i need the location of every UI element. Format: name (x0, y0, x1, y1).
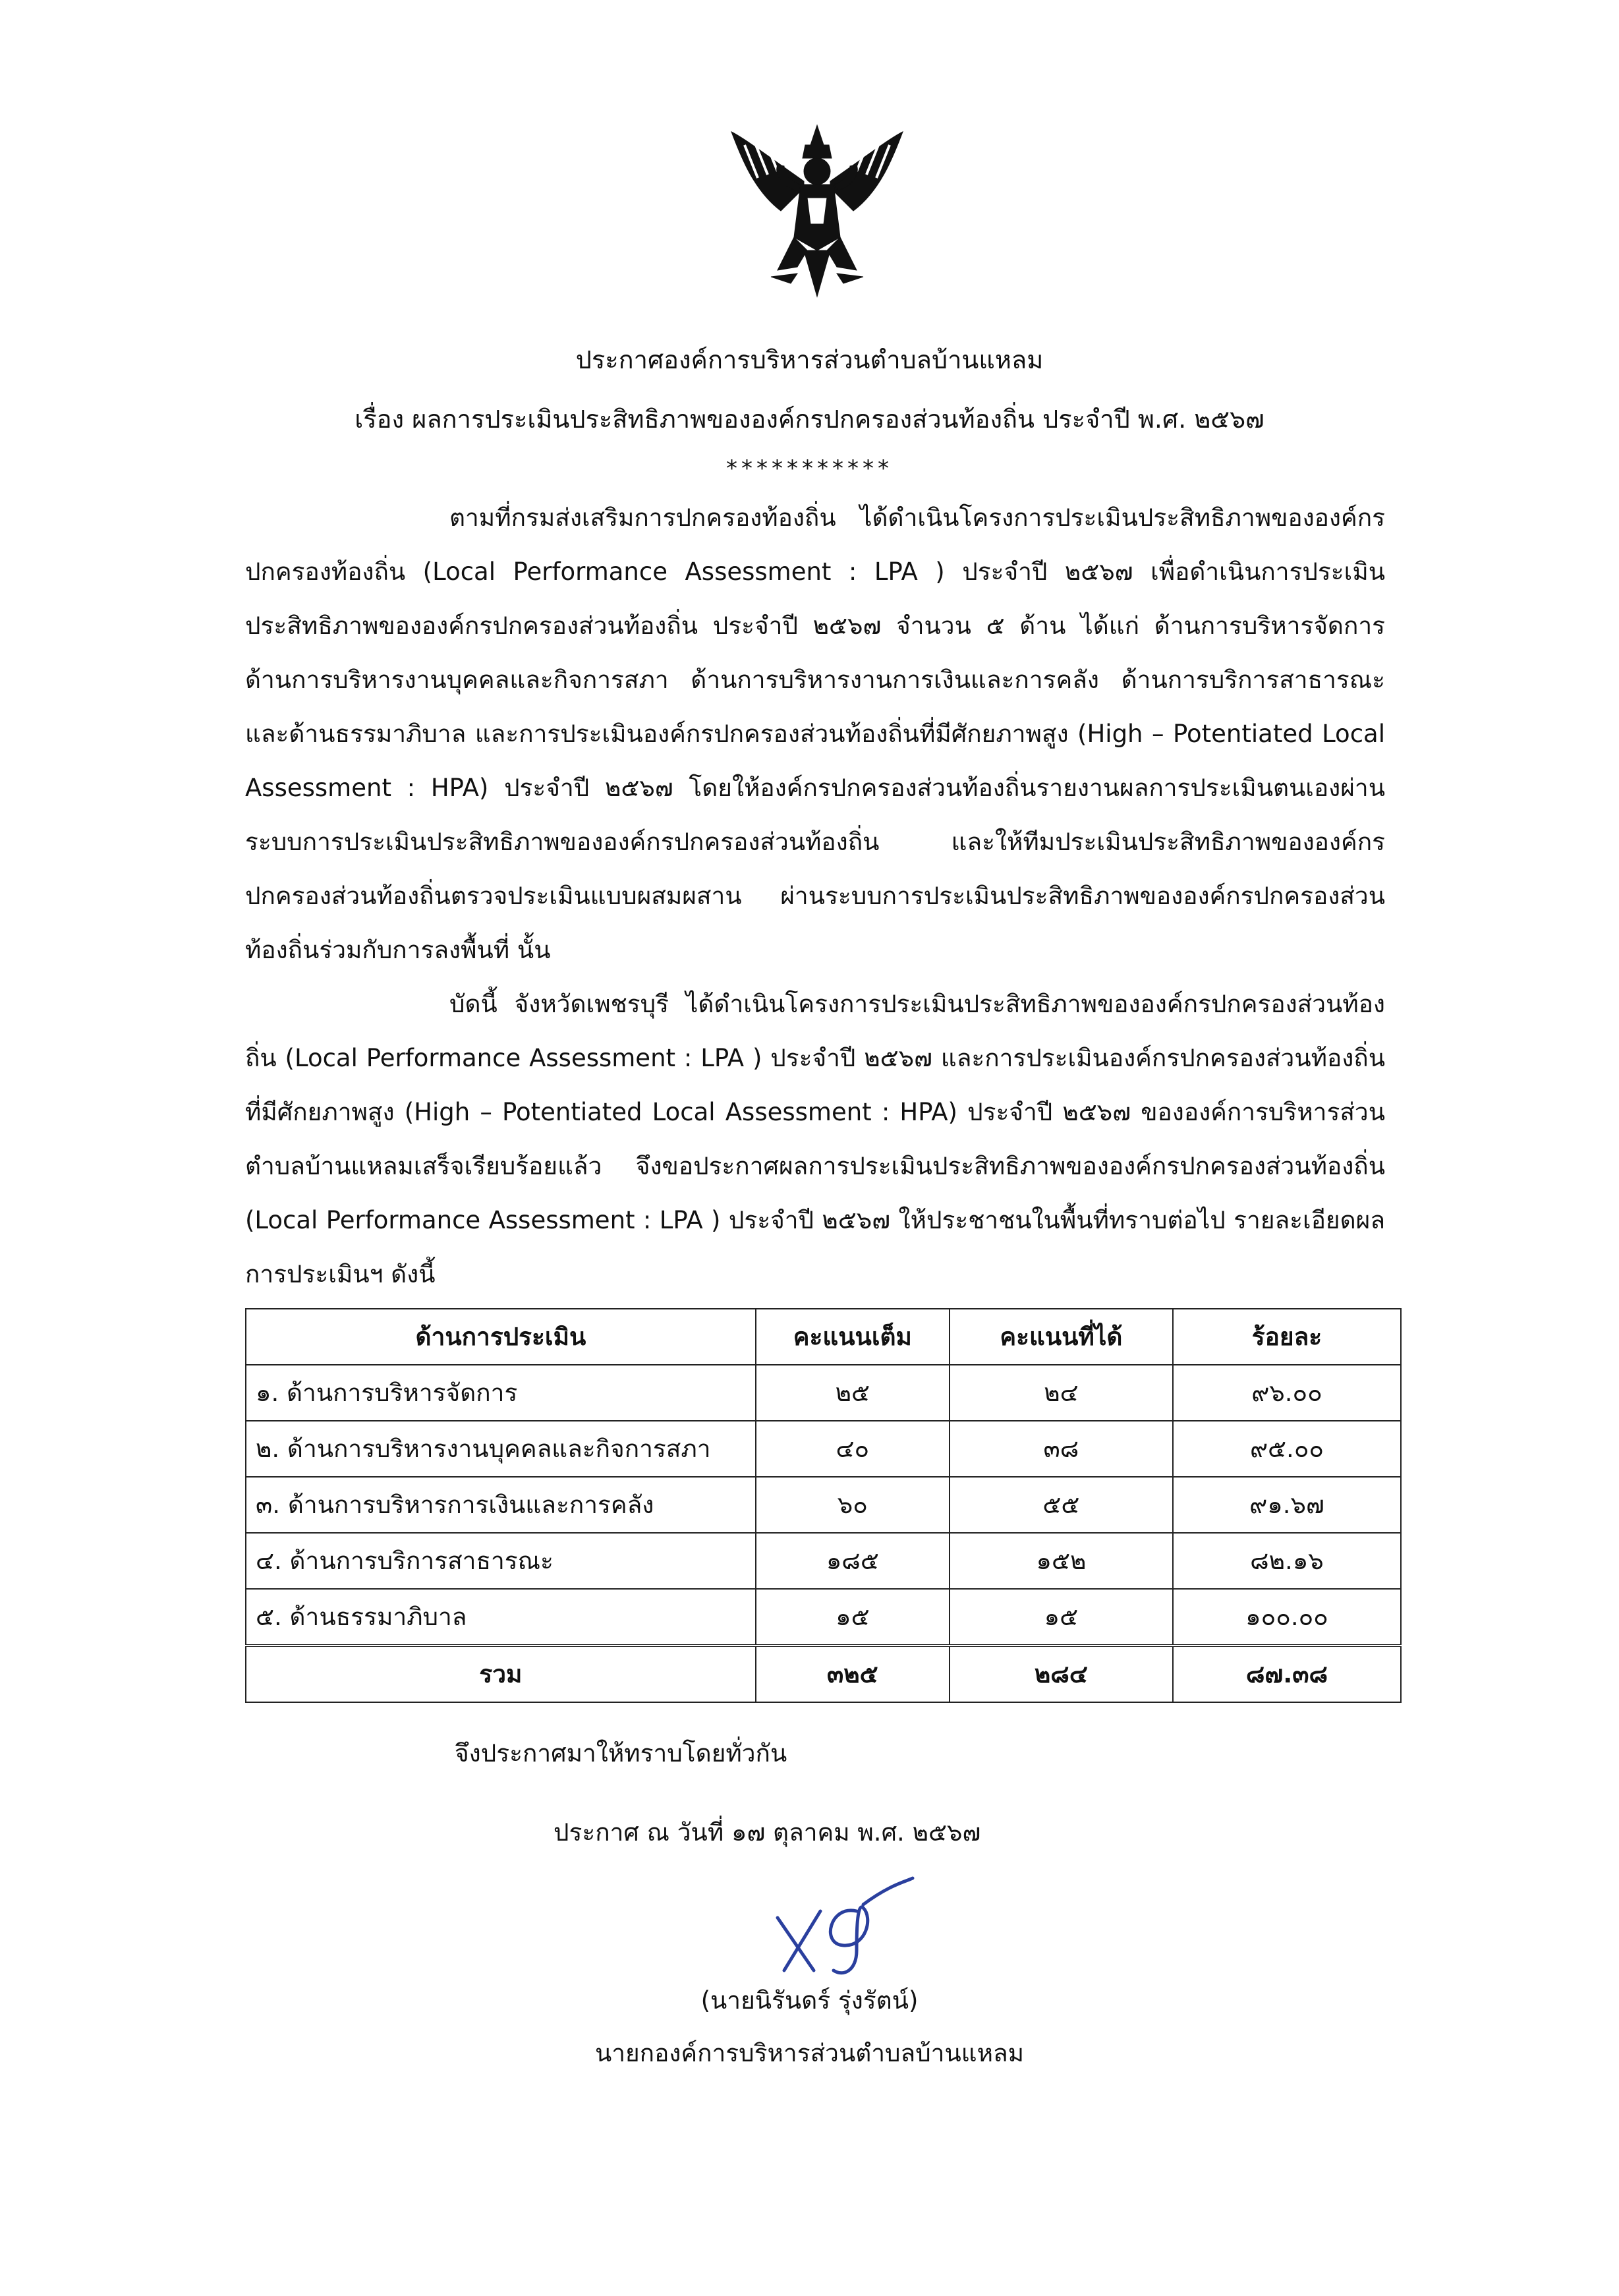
assessment-results-table (245, 1308, 1402, 1703)
cell-score: ๑๕๒ (950, 1533, 1173, 1589)
cell-area: ๓. ด้านการบริหารการเงินและการคลัง (246, 1477, 756, 1533)
body-paragraph-2: บัดนี้ จังหวัดเพชรบุรี ได้ดำเนินโครงการประเมินประสิทธิภาพขององค์กรปกครองส่วนท้องถิ่น (Local Performance Assessment : LPA ) ประจำปี ๒๕๖๗ และการประเมินองค์กรปกครองส่วนท้องถิ่นที่มีศักยภาพสูง (High – Potentiated Local Assessment : HPA) ประจำปี ๒๕๖๗ ขององค์การบริหารส่วนตำบลบ้านแหลมเสร็จเรียบร้อยแล้ว จึงขอประกาศผลการประเมินประสิทธิภาพขององค์กรปกครองส่วนท้องถิ่น (Local Performance Assessment : LPA ) ประจำปี ๒๕๖๗ ให้ประชาชนในพื้นที่ทราบต่อไป รายละเอียดผลการประเมินฯ ดังนี้ (245, 990, 1385, 1288)
total-percent: ๘๗.๓๘ (1173, 1646, 1401, 1702)
total-score: ๒๘๔ (950, 1646, 1173, 1702)
signer-name: (นายนิรันดร์ รุ่งรัตน์) (700, 1986, 919, 2015)
announcement-body (245, 491, 1385, 1302)
cell-percent: ๙๑.๖๗ (1173, 1477, 1401, 1533)
announcement-subject: เรื่อง ผลการประเมินประสิทธิภาพขององค์กรปกครองส่วนท้องถิ่น ประจำปี พ.ศ. ๒๕๖๗ (355, 405, 1264, 434)
cell-percent: ๙๖.๐๐ (1173, 1365, 1401, 1421)
cell-score: ๕๕ (950, 1477, 1173, 1533)
cell-full-score: ๖๐ (756, 1477, 950, 1533)
cell-area: ๑. ด้านการบริหารจัดการ (246, 1365, 756, 1421)
cell-score: ๒๔ (950, 1365, 1173, 1421)
cell-full-score: ๔๐ (756, 1421, 950, 1477)
signature-icon (758, 1872, 929, 1984)
table-row (246, 1421, 1401, 1477)
cell-full-score: ๑๕ (756, 1589, 950, 1646)
total-label: รวม (246, 1646, 756, 1702)
table-row (246, 1365, 1401, 1421)
header-score-obtained: คะแนนที่ได้ (950, 1309, 1173, 1365)
cell-area: ๒. ด้านการบริหารงานบุคคลและกิจการสภา (246, 1421, 756, 1477)
cell-percent: ๘๒.๑๖ (1173, 1533, 1401, 1589)
table-header-row (246, 1309, 1401, 1365)
announcement-date: ประกาศ ณ วันที่ ๑๗ ตุลาคม พ.ศ. ๒๕๖๗ (554, 1818, 981, 1847)
closing-statement: จึงประกาศมาให้ทราบโดยทั่วกัน (455, 1739, 787, 1767)
signer-position: นายกองค์การบริหารส่วนตำบลบ้านแหลม (594, 2039, 1025, 2067)
table-row (246, 1477, 1401, 1533)
header-percent: ร้อยละ (1173, 1309, 1401, 1365)
header-assessment-area: ด้านการประเมิน (246, 1309, 756, 1365)
cell-area: ๕. ด้านธรรมาภิบาล (246, 1589, 756, 1646)
separator-stars: *********** (726, 455, 893, 482)
table-row (246, 1589, 1401, 1646)
cell-full-score: ๒๕ (756, 1365, 950, 1421)
cell-percent: ๑๐๐.๐๐ (1173, 1589, 1401, 1646)
cell-score: ๓๘ (950, 1421, 1173, 1477)
cell-percent: ๙๕.๐๐ (1173, 1421, 1401, 1477)
body-paragraph-1: ตามที่กรมส่งเสริมการปกครองท้องถิ่น ได้ดำเนินโครงการประเมินประสิทธิภาพขององค์กรปกครองท้องถิ่น (Local Performance Assessment : LPA ) ประจำปี ๒๕๖๗ เพื่อดำเนินการประเมินประสิทธิภาพขององค์กรปกครองส่วนท้องถิ่น ประจำปี ๒๕๖๗ จำนวน ๕ ด้าน ได้แก่ ด้านการบริหารจัดการ ด้านการบริหารงานบุคคลและกิจการสภา ด้านการบริหารงานการเงินและการคลัง ด้านการบริการสาธารณะและด้านธรรมาภิบาล และการประเมินองค์กรปกครองส่วนท้องถิ่นที่มีศักยภาพสูง (High – Potentiated Local Assessment : HPA) ประจำปี ๒๕๖๗ โดยให้องค์กรปกครองส่วนท้องถิ่นรายงานผลการประเมินตนเองผ่านระบบการประเมินประสิทธิภาพขององค์กรปกครองส่วนท้องถิ่น และให้ทีมประเมินประสิทธิภาพขององค์กรปกครองส่วนท้องถิ่นตรวจประเมินแบบผสมผสาน ผ่านระบบการประเมินประสิทธิภาพขององค์กรปกครองส่วนท้องถิ่นร่วมกับการลงพื้นที่ นั้น (245, 503, 1385, 964)
table-total-row (246, 1646, 1401, 1702)
total-full-score: ๓๒๕ (756, 1646, 950, 1702)
announcement-title: ประกาศองค์การบริหารส่วนตำบลบ้านแหลม (575, 345, 1044, 374)
table-row (246, 1533, 1401, 1589)
header-full-score: คะแนนเต็ม (756, 1309, 950, 1365)
cell-area: ๔. ด้านการบริการสาธารณะ (246, 1533, 756, 1589)
cell-full-score: ๑๘๕ (756, 1533, 950, 1589)
garuda-emblem-icon (718, 119, 916, 316)
cell-score: ๑๕ (950, 1589, 1173, 1646)
